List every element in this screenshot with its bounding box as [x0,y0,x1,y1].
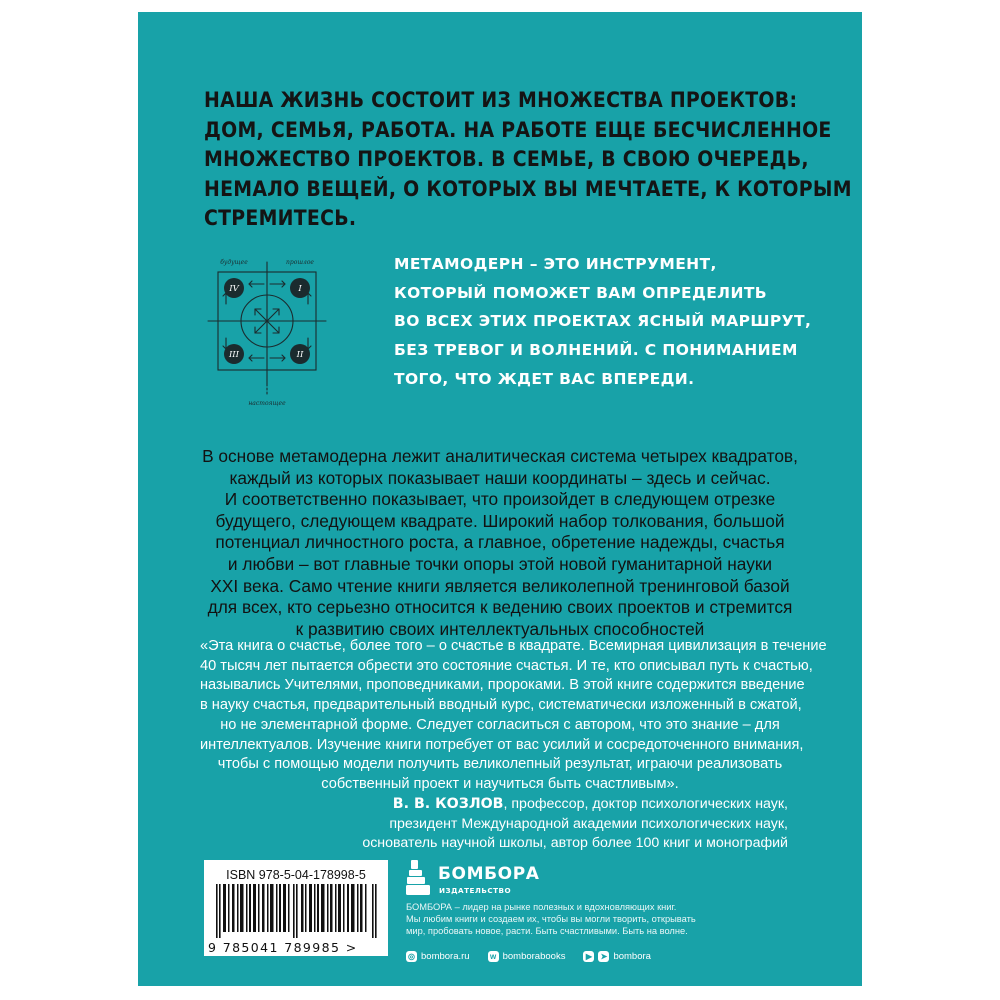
quote-line: чтобы с помощью модели получить великолепный результат, играючи реализовать [217,756,783,773]
headline-line: МНОЖЕСТВО ПРОЕКТОВ. В СЕМЬЕ, В СВОЮ ОЧЕРЕДЬ, [204,147,809,171]
diagram-label-past: прошлое [286,259,314,266]
youtube-telegram-link[interactable] [583,951,651,962]
publisher-description-line: Мы любим книги и создаем их, чтобы вы могли творить, открывать [406,913,696,924]
lead-line: БЕЗ ТРЕВОГ И ВОЛНЕНИЙ. С ПОНИМАНИЕМ [394,341,798,360]
lead-line: ТОГО, ЧТО ЖДЕТ ВАС ВПЕРЕДИ. [394,369,695,388]
quadrant-label: II [296,350,304,360]
quote-line: интеллектуалов. Изучение книги потребует от вас усилий и сосредоточенного внимания, [200,736,804,753]
youtube-icon: ▶ [583,951,594,962]
website-link[interactable] [406,951,470,962]
instagram-icon: ◎ [406,951,417,962]
body-line: и любви – вот главные точки опоры этой новой гуманитарной науки [227,553,773,574]
barcode-bars [216,884,378,938]
lead-paragraph [394,250,811,394]
bombora-logo-icon [406,860,432,896]
publisher-description-line: БОМБОРА – лидер на рынке полезных и вдохновляющих книг. [406,902,677,912]
body-paragraph [194,446,806,640]
lead-line: ВО ВСЕХ ЭТИХ ПРОЕКТАХ ЯСНЫЙ МАРШРУТ, [394,312,812,331]
body-line: для всех, кто серьезно относится к ведению своих проектов и стремится [207,597,793,618]
publisher-name: БОМБОРА [438,864,540,884]
quadrant-label: I [298,284,302,294]
isbn-barcode [204,860,388,956]
headline-line: СТРЕМИТЕСЬ. [204,206,357,230]
social-links [406,951,651,962]
publisher-block [406,858,706,978]
vk-icon: w [488,951,499,962]
publisher-description [406,902,696,937]
book-back-cover [138,12,862,986]
headline-line: НАША ЖИЗНЬ СОСТОИТ ИЗ МНОЖЕСТВА ПРОЕКТОВ: [204,88,798,112]
author-name: В. В. КОЗЛОВ [392,796,504,812]
quote-line: в науку счастья, предварительный вводный курс, систематически изложенный в сжатой, [200,697,802,714]
quadrant-label: IV [229,284,239,294]
barcode-digits: 9 785041 789985 > [208,940,358,955]
vk-link[interactable] [488,951,566,962]
quote-line: назывались Учителями, проповедниками, пророками. В этой книге содержится введение [200,677,805,694]
author-line: президент Международной академии психологических наук, [389,815,788,832]
quote-line: собственный проект и научиться быть счастливым». [321,775,679,792]
publisher-subtitle: ИЗДАТЕЛЬСТВО [439,886,512,895]
body-line: каждый из которых показывает наши координаты – здесь и сейчас. [229,467,771,488]
body-line: потенциал личностного роста, а главное, обретение надежды, счастья [215,532,785,553]
social-label: bombora.ru [421,951,470,962]
quote-line: но не элементарной форме. Следует согласиться с автором, что это знание – для [220,716,780,733]
publisher-description-line: мир, пробовать новое, расти. Быть счастливыми. Быть на волне. [406,925,688,936]
headline-line: ДОМ, СЕМЬЯ, РАБОТА. НА РАБОТЕ ЕЩЕ БЕСЧИСЛЕННОЕ [204,117,832,142]
headline [204,86,852,234]
lead-line: КОТОРЫЙ ПОМОЖЕТ ВАМ ОПРЕДЕЛИТЬ [394,283,768,302]
social-label: bomborabooks [502,951,566,962]
quote-line: «Эта книга о счастье, более того – о счастье в квадрате. Всемирная цивилизация в течение [200,638,827,654]
body-line: будущего, следующем квадрате. Широкий набор толкования, большой [215,510,785,531]
telegram-icon: ➤ [598,951,609,962]
author-title: , профессор, доктор психологических наук, [503,796,788,812]
diagram-label-present: настоящее [248,400,286,407]
quote-author [362,795,788,854]
review-quote [200,637,827,795]
headline-line: НЕМАЛО ВЕЩЕЙ, О КОТОРЫХ ВЫ МЕЧТАЕТЕ, К КОТОРЫМ [204,176,852,201]
quote-line: 40 тысяч лет пытается обрести это состояние счастья. И те, кто описывал путь к счастью, [200,657,813,674]
body-line: к развитию своих интеллектуальных способностей [295,618,705,639]
author-line: основатель научной школы, автор более 100 книг и монографий [362,835,788,852]
four-quadrants-diagram [200,244,330,414]
lead-line: МЕТАМОДЕРН – ЭТО ИНСТРУМЕНТ, [394,255,717,273]
author-line [362,795,788,815]
body-line: XXI века. Само чтение книги является великолепной тренинговой базой [210,575,790,596]
social-label: bombora [613,951,651,962]
body-line: И соответственно показывает, что произойдет в следующем отрезке [224,489,776,510]
body-line: В основе метамодерна лежит аналитическая система четырех квадратов, [202,446,798,466]
isbn-label: ISBN 978-5-04-178998-5 [226,868,366,882]
diagram-label-future: будущее [220,259,248,266]
quadrant-label: III [228,350,240,360]
